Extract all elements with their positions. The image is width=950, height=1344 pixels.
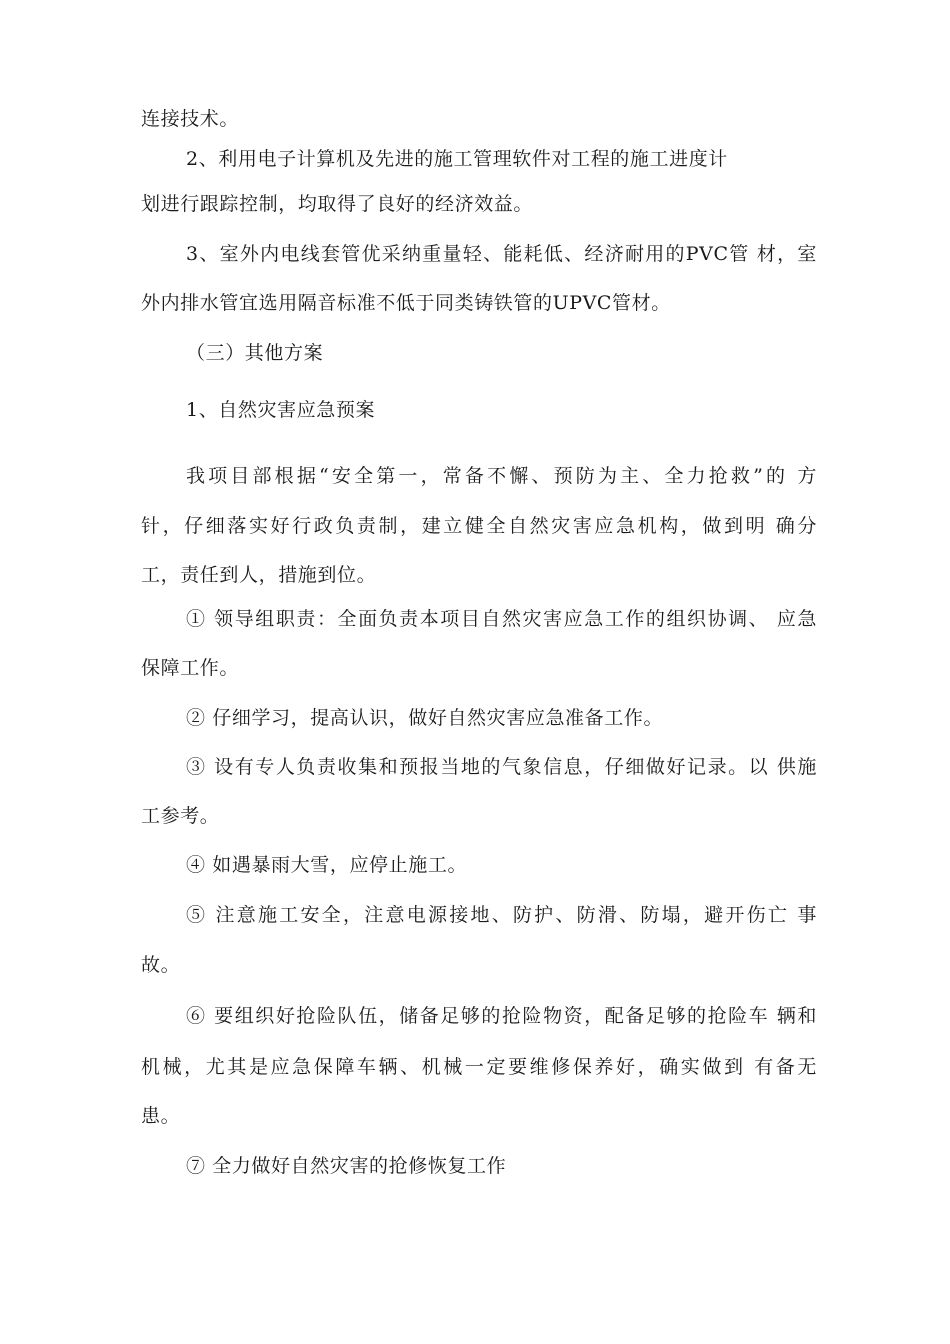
text-line: ① 领导组职责：全面负责本项目自然灾害应急工作的组织协调、 应急: [186, 608, 817, 630]
text-line: ⑤ 注意施工安全，注意电源接地、防护、防滑、防塌，避开伤亡 事: [186, 904, 817, 926]
text-line: 患。: [141, 1105, 181, 1127]
text-line: 工参考。: [141, 805, 220, 827]
text-line: ② 仔细学习，提高认识，做好自然灾害应急准备工作。: [186, 707, 664, 729]
text-line: ④ 如遇暴雨大雪，应停止施工。: [186, 854, 468, 876]
subsection-heading: 1、自然灾害应急预案: [186, 399, 376, 421]
text-line: 工，责任到人，措施到位。: [141, 564, 377, 586]
text-line: 划进行跟踪控制，均取得了良好的经济效益。: [141, 193, 534, 215]
text-line: 2、利用电子计算机及先进的施工管理软件对工程的施工进度计: [186, 148, 728, 170]
text-line: 3、室外内电线套管优采纳重量轻、能耗低、经济耐用的PVC管 材，室: [186, 243, 817, 265]
text-line: 我项目部根据“安全第一，常备不懈、预防为主、全力抢救”的 方: [186, 465, 817, 487]
section-heading: （三）其他方案: [186, 342, 324, 364]
text-line: 连接技术。: [141, 108, 240, 130]
text-line: 针，仔细落实好行政负责制，建立健全自然灾害应急机构，做到明 确分: [141, 515, 817, 537]
text-line: 外内排水管宜选用隔音标准不低于同类铸铁管的UPVC管材。: [141, 292, 671, 314]
text-line: ③ 设有专人负责收集和预报当地的气象信息，仔细做好记录。以 供施: [186, 756, 817, 778]
text-line: 故。: [141, 954, 181, 976]
text-line: ⑦ 全力做好自然灾害的抢修恢复工作: [186, 1155, 507, 1177]
text-line: 保障工作。: [141, 657, 240, 679]
text-line: ⑥ 要组织好抢险队伍，储备足够的抢险物资，配备足够的抢险车 辆和: [186, 1005, 817, 1027]
text-line: 机械，尤其是应急保障车辆、机械一定要维修保养好，确实做到 有备无: [141, 1056, 817, 1078]
